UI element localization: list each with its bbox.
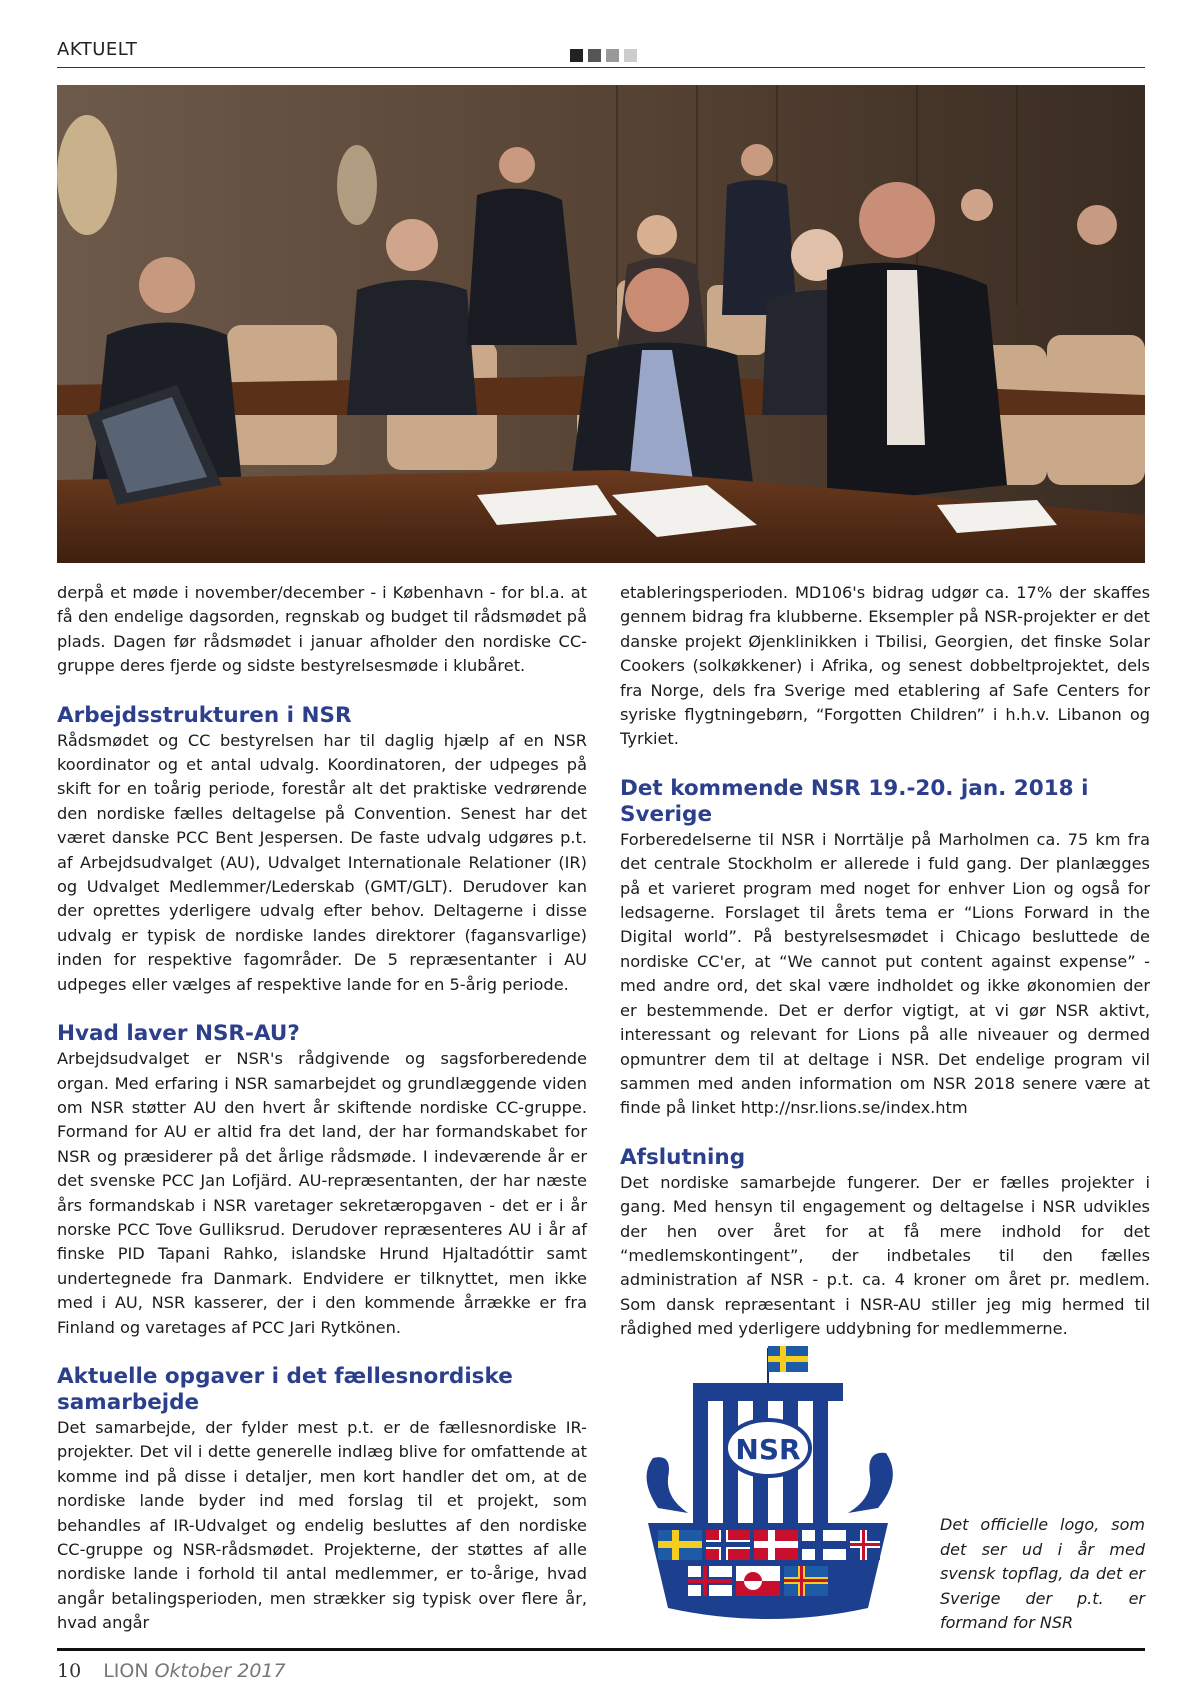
header-square bbox=[570, 49, 583, 62]
conference-photo-icon bbox=[57, 85, 1145, 563]
conference-photo bbox=[57, 85, 1145, 563]
paragraph: Rådsmødet og CC bestyrelsen har til daglig hjælp af en NSR koordinator og et antal udvalg. Koordinatoren, der udpeges på skift for en toårig periode, forestår alt det praktiske vedrørende den nordiske fælles deltagelse på Convention. Senest har det været danske PCC Bent Jespersen. De faste udvalg udgøres p.t. af Arbejdsudvalget (AU), Udvalget Internationale Relationer (IR) og Udvalget Medlemmer/Lederskab (GMT/GLT). Derudover kan der oprettes yderligere udvalg efter behov. Deltagerne i disse udvalg er typisk de nordiske landes direktorer (fagansvarlige) inden for respektive fagområder. De 5 repræsentanter i AU udpeges eller vælges af respektive lande for en 5-årig periode. bbox=[57, 730, 587, 994]
section-heading: Arbejdsstrukturen i NSR bbox=[57, 702, 352, 728]
paragraph: Forberedelserne til NSR i Norrtälje på Marholmen ca. 75 km fra det centrale Stockholm er allerede i fuld gang. Der planlægges på et varieret program med noget for enhver Lion og også for ledsagerne. Forslaget til årets tema er “Lions Forward in the Digital world”. På bestyrelsesmødet i Chicago besluttede de nordiske CC'er, at “We cannot put content against expense” - med andre ord, det skal være indholdet og ikke økonomien der er bestemmende. Det er derfor vigtigt, at vi gør NSR aktivt, interessant og relevant for Lions på alle niveauer og dermed opmuntrer dem til at deltage i NSR. Det endelige program vil sammen med anden information om NSR 2018 senere være at finde på linket http://nsr.lions.se/index.htm bbox=[620, 829, 1150, 1118]
paragraph: Det samarbejde, der fylder mest p.t. er de fællesnordiske IR-projekter. Det vil i dette generelle indlæg blive for omfattende at komme ind på disse i detaljer, men kort handler det om, at de nordiske lande byder ind med forslag til et projekt, som behandles af IR-Udvalget og endelig besluttes af den nordiske CC-gruppe og NSR-rådsmødet. Projekterne, der støttes af alle nordiske lande i forhold til antal medlemmer, er to-årige, hvad angår betalingsperioden, men strækker sig typisk over flere år, hvad angår bbox=[57, 1417, 587, 1633]
section-heading: Det kommende NSR 19.-20. jan. 2018 i Sverige bbox=[620, 775, 1089, 827]
header-rule bbox=[57, 67, 1145, 68]
logo-caption: Det officielle logo, som det ser ud i år med svensk topflag, da det er Sverige der p.t. er formand for NSR bbox=[940, 1515, 1145, 1632]
page-footer bbox=[57, 1660, 286, 1682]
article-column-left bbox=[57, 581, 587, 1636]
page-number: 10 bbox=[57, 1660, 82, 1682]
nsr-logo bbox=[618, 1338, 918, 1638]
header-squares bbox=[570, 49, 637, 62]
magazine-name: LION bbox=[103, 1660, 149, 1682]
footer-rule bbox=[57, 1648, 1145, 1651]
paragraph: derpå et møde i november/december - i København - for bl.a. at få den endelige dagsorden, regnskab og budget til rådsmødet på plads. Dagen før rådsmødet i januar afholder den nordiske CC-gruppe deres fjerde og sidste bestyrelsesmøde i klubåret. bbox=[57, 583, 587, 676]
paragraph: Arbejdsudvalget er NSR's rådgivende og sagsforberedende organ. Med erfaring i NSR samarbejdet og grundlæggende viden om NSR støtter AU den hvert år skiftende nordiske CC-gruppe. Formand for AU er altid fra det land, der har formandskabet for NSR og præsiderer på det årlige rådsmøde. I indeværende år er det svenske PCC Jan Lofjärd. AU-repræsentanten, der har næste års formandskab i NSR varetager sekretæropgaven - det er i år norske PCC Tove Gulliksrud. Derudover repræsenteres AU i år af finske PID Tapani Rahko, islandske Hrund Hjaltadóttir samt undertegnede fra Danmark. Endvidere er tilknyttet, men ikke med i AU, NSR kasserer, der i den kommende årrække er fra Finland og varetages af PCC Jari Rytkönen. bbox=[57, 1049, 587, 1337]
nsr-viking-ship-logo-icon bbox=[618, 1338, 918, 1638]
section-heading: Aktuelle opgaver i det fællesnordiske samarbejde bbox=[57, 1363, 513, 1415]
section-heading: Afslutning bbox=[620, 1144, 746, 1170]
section-label: AKTUELT bbox=[57, 39, 138, 60]
logo-text: NSR bbox=[735, 1433, 801, 1466]
issue-date: Oktober 2017 bbox=[154, 1660, 286, 1682]
paragraph: Det nordiske samarbejde fungerer. Der er fælles projekter i gang. Med hensyn til engagement og deltagelse i NSR udvikles der hen over året for at få mere indhold for det “medlemskontingent”, der indbetales til den fælles administration af NSR - p.t. ca. 4 kroner om året pr. medlem. Som dansk repræsentant i NSR-AU stiller jeg mig hermed til rådighed med yderligere uddybning for medlemmerne. bbox=[620, 1172, 1150, 1339]
header-square bbox=[624, 49, 637, 62]
article-column-right bbox=[620, 581, 1150, 1342]
header-square bbox=[588, 49, 601, 62]
paragraph: etableringsperioden. MD106's bidrag udgør ca. 17% der skaffes gennem bidrag fra klubberne. Eksempler på NSR-projekter er det danske projekt Øjenklinikken i Tbilisi, Georgien, det finske Solar Cookers (solkøkkener) i Afrika, og senest dobbeltprojektet, dels fra Norge, dels fra Sverige med etablering af Safe Centers for syriske flygtningebørn, “Forgotten Children” i h.h.v. Libanon og Tyrkiet. bbox=[620, 583, 1150, 749]
section-heading: Hvad laver NSR-AU? bbox=[57, 1021, 300, 1047]
header-square bbox=[606, 49, 619, 62]
